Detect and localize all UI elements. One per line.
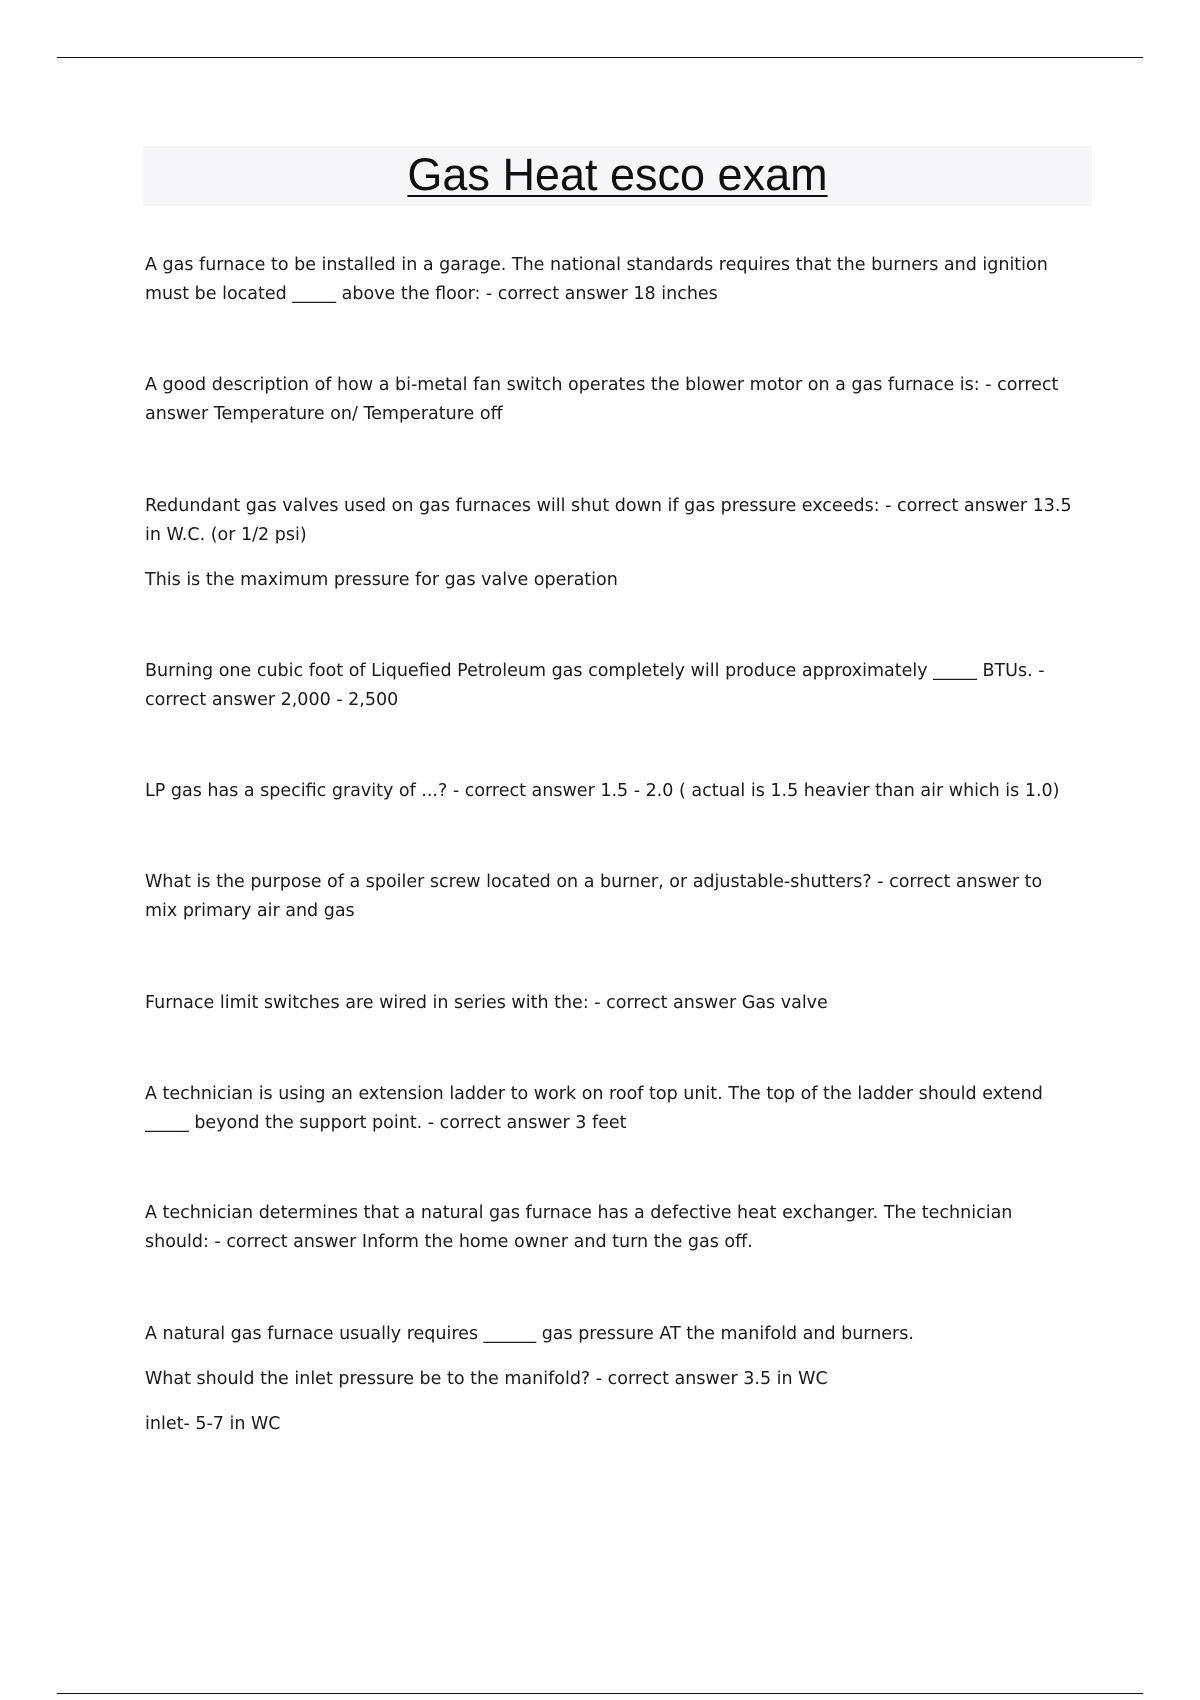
question-line: mix primary air and gas [145, 901, 355, 921]
qa-item [145, 371, 1085, 429]
top-rule [57, 57, 1143, 58]
qa-item [145, 492, 1085, 595]
qa-item [145, 1199, 1085, 1257]
answer-note: inlet- 5-7 in WC [145, 1414, 281, 1434]
question-line: in W.C. (or 1/2 psi) [145, 525, 307, 545]
question-line: A good description of how a bi-metal fan switch operates the blower motor on a gas furnace is: - correct [145, 375, 1059, 395]
title-band [143, 146, 1092, 206]
qa-item [145, 251, 1085, 309]
answer-note: This is the maximum pressure for gas valve operation [145, 570, 618, 590]
qa-item [145, 1320, 1085, 1439]
question-line: correct answer 2,000 - 2,500 [145, 690, 399, 710]
question-line: What should the inlet pressure be to the manifold? - correct answer 3.5 in WC [145, 1369, 828, 1389]
qa-item [145, 657, 1085, 715]
question-line: _____ beyond the support point. - correct answer 3 feet [145, 1113, 627, 1133]
qa-item [145, 989, 1085, 1018]
qa-item [145, 1080, 1085, 1138]
question-line: What is the purpose of a spoiler screw located on a burner, or adjustable-shutters? - correct answer to [145, 872, 1043, 892]
question-line: must be located _____ above the floor: - correct answer 18 inches [145, 284, 718, 304]
qa-item [145, 868, 1085, 926]
question-line: A technician is using an extension ladder to work on roof top unit. The top of the ladder should extend [145, 1084, 1043, 1104]
question-line: LP gas has a specific gravity of ...? - correct answer 1.5 - 2.0 ( actual is 1.5 heavier than air which is 1.0) [145, 781, 1060, 801]
question-line: Redundant gas valves used on gas furnaces will shut down if gas pressure exceeds: - correct answer 13.5 [145, 496, 1072, 516]
qa-item [145, 777, 1085, 806]
question-line: Furnace limit switches are wired in series with the: - correct answer Gas valve [145, 993, 828, 1013]
question-line: answer Temperature on/ Temperature off [145, 404, 503, 424]
question-line: A gas furnace to be installed in a garage. The national standards requires that the burners and ignition [145, 255, 1048, 275]
question-line: Burning one cubic foot of Liquefied Petroleum gas completely will produce approximately _____ BTUs. - [145, 661, 1045, 681]
question-line: should: - correct answer Inform the home owner and turn the gas off. [145, 1232, 753, 1252]
page-title: Gas Heat esco exam [407, 149, 828, 200]
question-line: A technician determines that a natural gas furnace has a defective heat exchanger. The technician [145, 1203, 1013, 1223]
bottom-rule [57, 1693, 1143, 1694]
question-line: A natural gas furnace usually requires ______ gas pressure AT the manifold and burners. [145, 1324, 914, 1344]
